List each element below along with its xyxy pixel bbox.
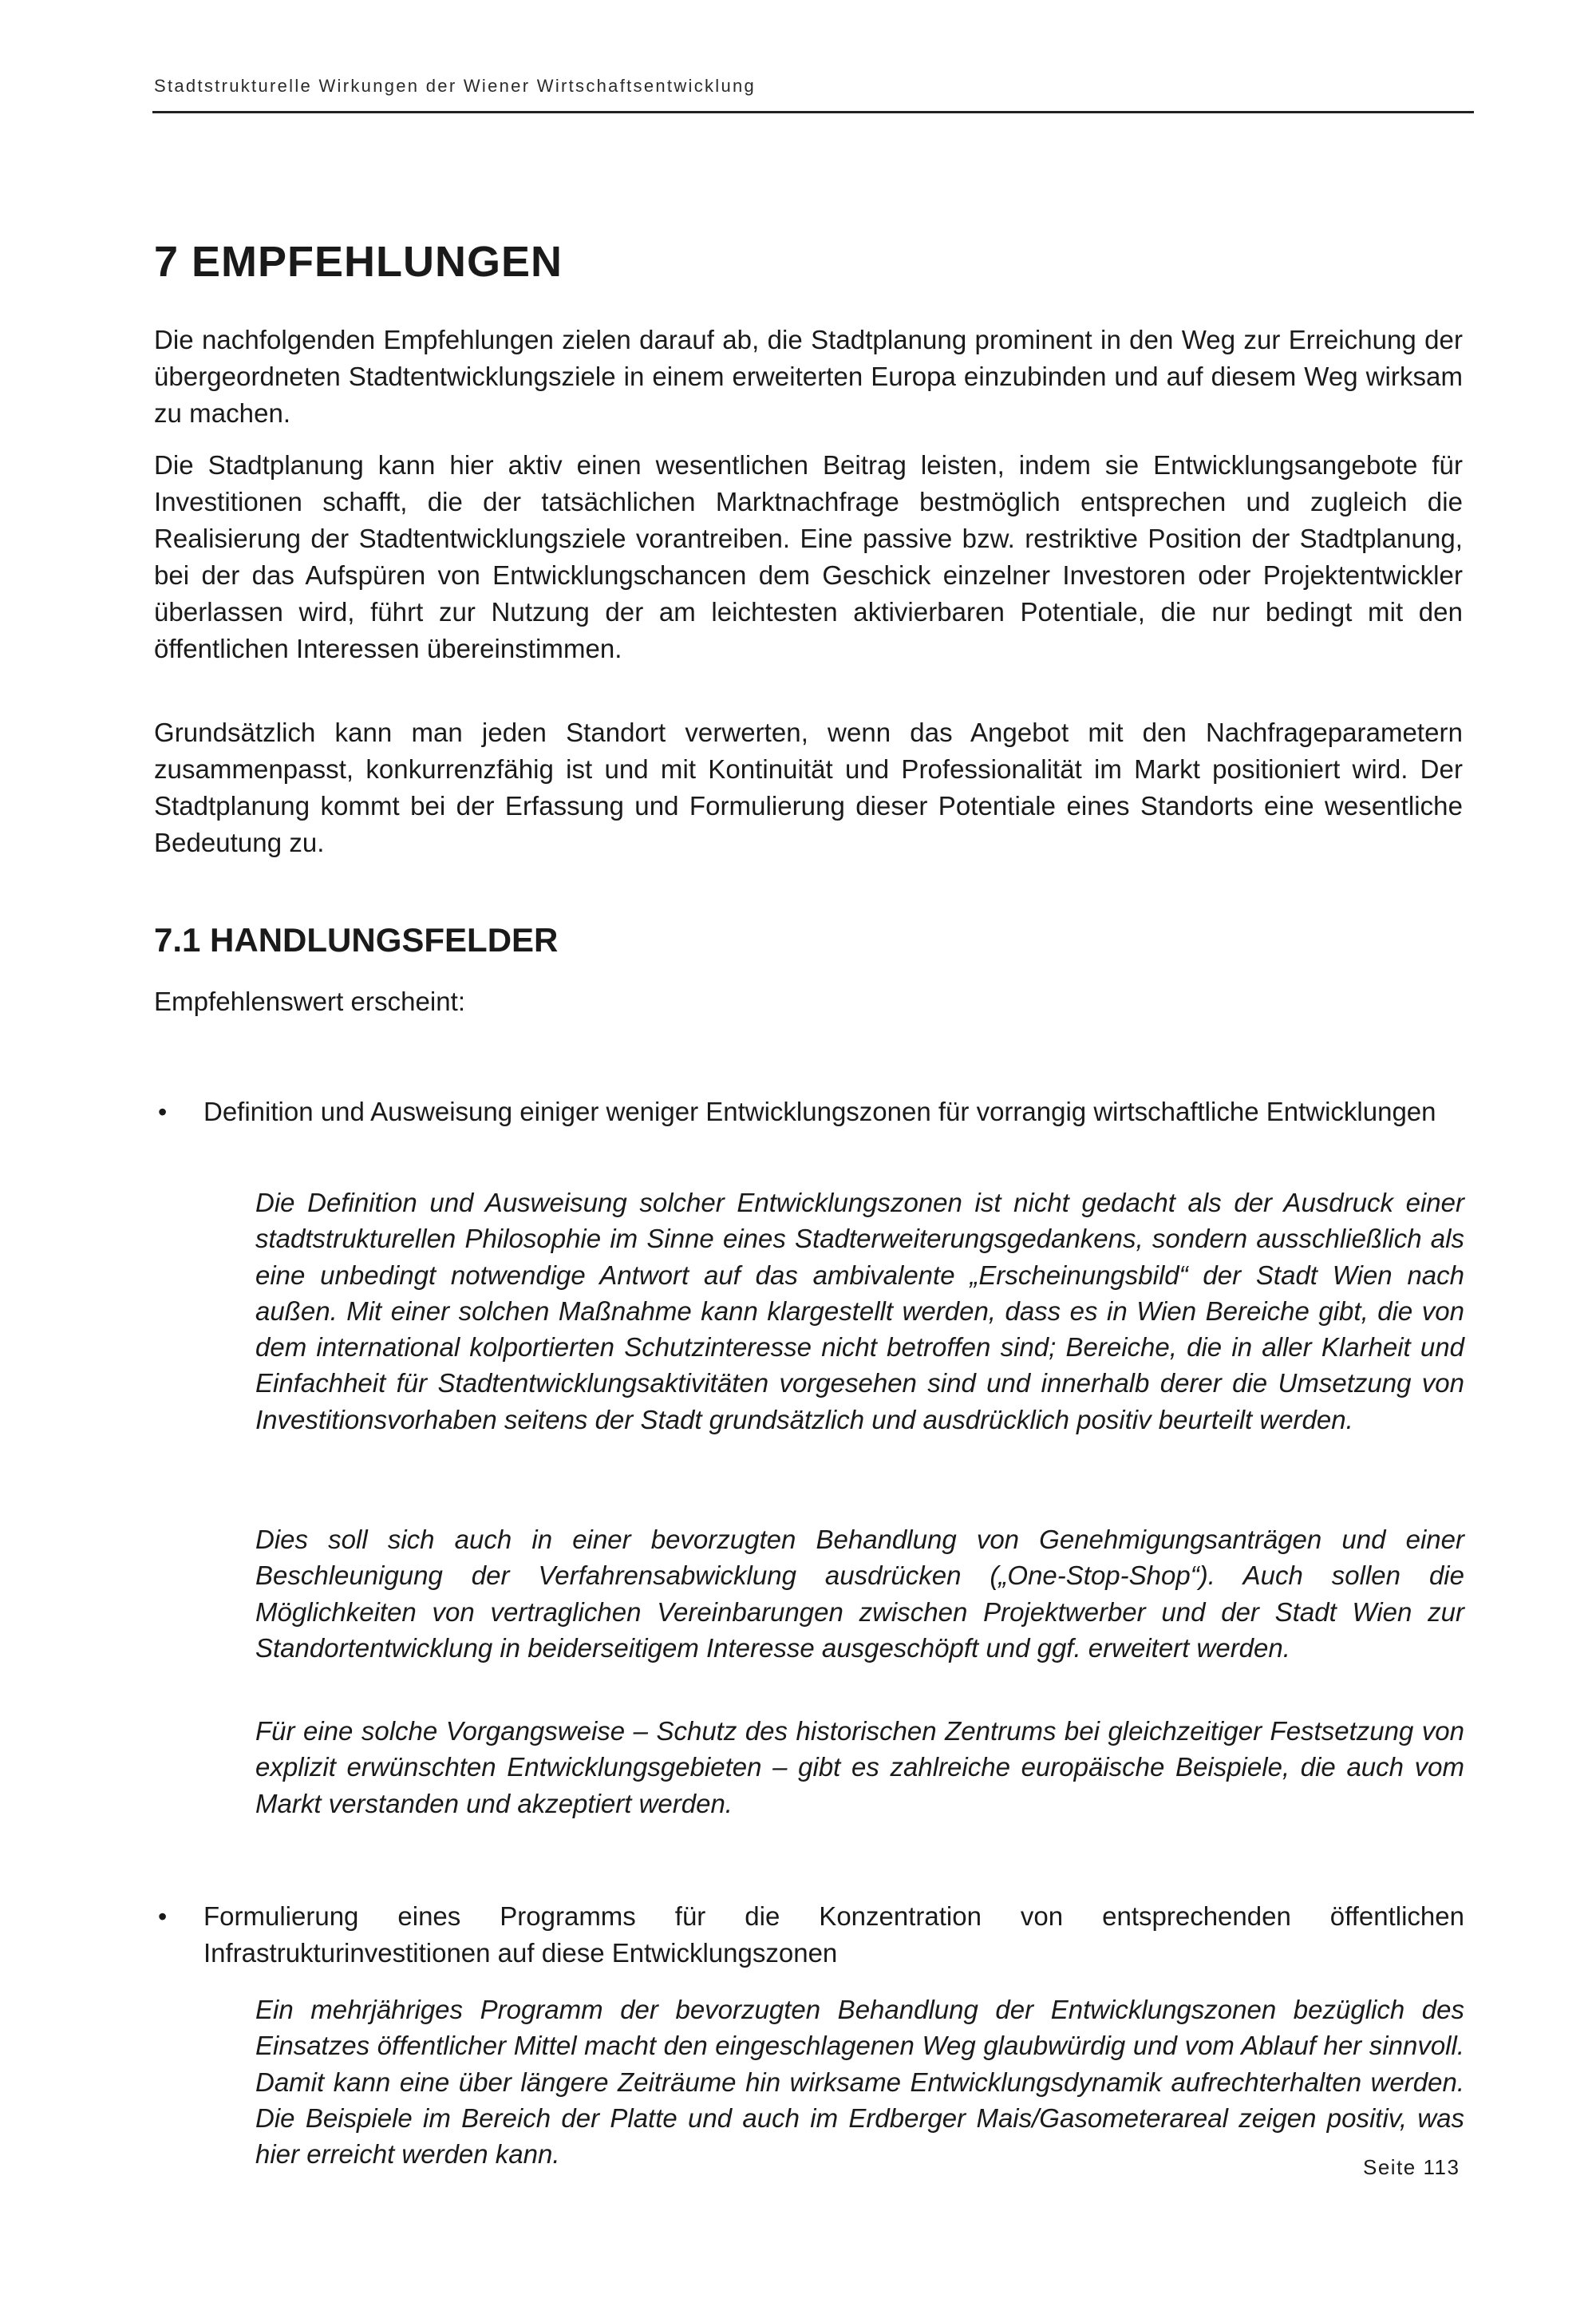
section-title: 7 EMPFEHLUNGEN xyxy=(154,238,563,286)
section-paragraph-3: Grundsätzlich kann man jeden Standort verwerten, wenn das Angebot mit den Nachfrageparametern zusammenpasst, konkurrenzfähig ist und mit Kontinuität und Professionalität im Markt positioniert wird. Der Stadtplanung kommt bei der Erfassung und Formulierung dieser Potentiale eines Standorts eine wesentliche Bedeutung zu. xyxy=(154,718,1463,857)
section-paragraph-1: Die nachfolgenden Empfehlungen zielen darauf ab, die Stadtplanung prominent in den Weg zur Erreichung der übergeordneten Stadtentwicklungsziele in einem erweiterten Europa einzubinden und auf diesem Weg wirksam zu machen. xyxy=(154,325,1463,428)
header-rule xyxy=(152,111,1474,113)
bullet-2-detail-1: Ein mehrjähriges Programm der bevorzugten Behandlung der Entwicklungszonen bezüglich des Einsatzes öffentlicher Mittel macht den eingeschlagenen Weg glaubwürdig und vom Ablauf her sinnvoll. Damit kann eine über längere Zeiträume hin wirksame Entwicklungsdynamik aufrechterhalten werden. Die Beispiele im Bereich der Platte und auch im Erdberger Mais/Gasometerareal zeigen positiv, was hier erreicht werden kann. xyxy=(255,1995,1464,2170)
bullet-marker: • xyxy=(158,1098,168,1126)
bullet-1-detail-2: Dies soll sich auch in einer bevorzugten Behandlung von Genehmigungsanträgen und einer Beschleunigung der Verfahrensabwicklung ausdrücken („One-Stop-Shop“). Auch sollen die Möglichkeiten von vertraglichen Vereinbarungen zwischen Projektwerber und der Stadt Wien zur Standortentwicklung in beiderseitigem Interesse ausgeschöpft und ggf. erweitert werden. xyxy=(255,1525,1464,1663)
bullet-1-detail-1: Die Definition und Ausweisung solcher Entwicklungszonen ist nicht gedacht als der Ausdruck einer stadtstrukturellen Philosophie im Sinne eines Stadterweiterungsgedankens, sondern ausschließlich als eine unbedingt notwendige Antwort auf das ambivalente „Erscheinungsbild“ der Stadt Wien nach außen. Mit einer solchen Maßnahme kann klargestellt werden, dass es in Wien Bereiche gibt, die von dem international kolportierten Schutzinteresse nicht betroffen sind; Bereiche, die in aller Klarheit und Einfachheit für Stadtentwicklungsaktivitäten vorgesehen sind und innerhalb derer die Umsetzung von Investitionsvorhaben seitens der Stadt grundsätzlich und ausdrücklich positiv beurteilt werden. xyxy=(255,1188,1464,1434)
bullet-text-2: Formulierung eines Programms für die Konzentration von entsprechenden öffentlichen Infrastrukturinvestitionen auf diese Entwicklungszonen xyxy=(203,1901,1464,1968)
running-header: Stadtstrukturelle Wirkungen der Wiener Wirtschaftsentwicklung xyxy=(154,76,757,96)
section-paragraph-2: Die Stadtplanung kann hier aktiv einen wesentlichen Beitrag leisten, indem sie Entwicklungsangebote für Investitionen schafft, die der tatsächlichen Marktnachfrage bestmöglich entsprechen und zugleich die Realisierung der Stadtentwicklungsziele vorantreiben. Eine passive bzw. restriktive Position der Stadtplanung, bei der das Aufspüren von Entwicklungschancen dem Geschick einzelner Investoren oder Projektentwickler überlassen wird, führt zur Nutzung der am leichtesten aktivierbaren Potentiale, die nur bedingt mit den öffentlichen Interessen übereinstimmen. xyxy=(154,450,1463,663)
bullet-text-1: Definition und Ausweisung einiger weniger Entwicklungszonen für vorrangig wirtschaftliche Entwicklungen xyxy=(203,1097,1436,1126)
subsection-title: 7.1 HANDLUNGSFELDER xyxy=(154,921,559,959)
page-number: Seite 113 xyxy=(1363,2155,1460,2179)
subsection-intro: Empfehlenswert erscheint: xyxy=(154,987,466,1016)
bullet-1-detail-3: Für eine solche Vorgangsweise – Schutz des historischen Zentrums bei gleichzeitiger Festsetzung von explizit erwünschten Entwicklungsgebieten – gibt es zahlreiche europäische Beispiele, die auch vom Markt verstanden und akzeptiert werden. xyxy=(255,1716,1464,1818)
bullet-marker: • xyxy=(158,1902,168,1931)
